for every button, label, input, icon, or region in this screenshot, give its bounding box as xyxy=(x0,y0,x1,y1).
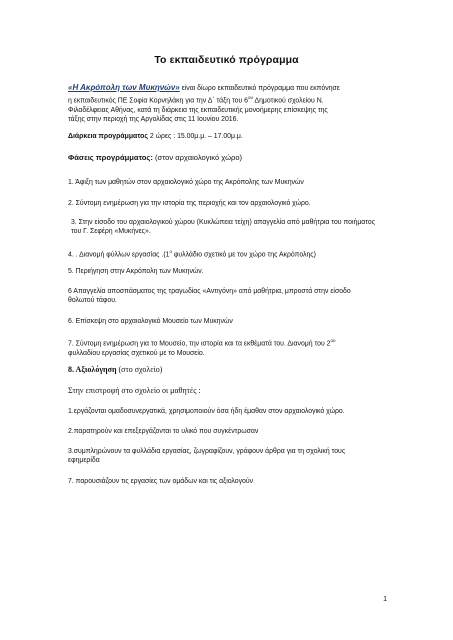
step-4-text: 4. . Διανομή φύλλων εργασίας .(1 xyxy=(68,251,170,259)
step-5: 5. Περιήγηση στην Ακρόπολη των Μυκηνών. xyxy=(68,268,204,275)
phases-label: Φάσεις προγράμματος: xyxy=(68,153,153,162)
evaluation-label: 8. Αξιολόγηση xyxy=(68,365,117,374)
evaluation-heading xyxy=(68,365,388,374)
page-number: 1 xyxy=(383,596,387,603)
step-7: 7. Σύντομη ενημέρωση για το Μουσείο, την ιστορία και τα εκθέματά του. Διανομή του $2^{o\upsilon}$ φυλλαδίου εργασίας σχετικού με το Μουσείο. xyxy=(68,338,336,357)
evaluation-item-1: 1.εργάζονται ομαδοσυνεργατικά, χρησιμοποιούν όσα ήδη έμαθαν στον αρχαιολογικό χώρο. xyxy=(68,408,345,415)
step-3: 3. Στην είσοδο του αρχαιολογικού χώρου (Κυκλώπεια τείχη) απαγγελία από μαθήτρια του ποιήματος του Γ. Σεφέρη «Μυκήνες». xyxy=(71,219,376,236)
intro-text-3: Φιλαδέλφειας Αθήνας, κατά τη διάρκεια της εκπαιδευτικής μονοήμερης επίσκεψης της xyxy=(68,106,328,114)
intro-sup: ου xyxy=(247,95,253,101)
intro-text-4: τάξης στην περιοχή της Αργολίδας στις 11 Ιουνίου 2016. xyxy=(68,115,239,123)
evaluation-item-3: 3.συμπληρώνουν τα φυλλάδια εργασίας, ζωγραφίζουν, γράφουν άρθρα για τη σχολική τους εφημερίδα xyxy=(68,448,346,465)
step-6: 6 Απαγγελία αποσπάσματος της τραγωδίας «Αντιγόνη» από μαθήτρια, μπροστά στην είσοδο θολωτού τάφου. xyxy=(68,288,351,305)
step-1: 1. Άφιξη των μαθητών στον αρχαιολογικό χώρο της Ακρόπολης των Μυκηνών xyxy=(68,179,304,186)
duration-label: Διάρκεια προγράμματος xyxy=(68,133,148,140)
intro-text-1: είναι δίωρο εκπαιδευτικό πρόγραμμα που εκπόνησε xyxy=(179,85,340,92)
page-title: Το εκπαιδευτικό πρόγραμμα xyxy=(154,54,299,66)
phases-sub: (στον αρχαιολογικό χώρο) xyxy=(152,153,243,162)
evaluation-item-4: 7. παρουσιάζουν τις εργασίες των ομάδων και τις αξιολογούν xyxy=(68,478,254,485)
intro-paragraph xyxy=(68,83,388,124)
phases-heading xyxy=(68,153,388,162)
evaluation-item-2: 2.παρατηρούν και επεξεργάζονται το υλικό που συγκέντρωσαν xyxy=(68,428,259,435)
step-4: 4. . Διανομή φύλλων εργασίας $.(1^o$ φυλλάδιο σχετικό με τον χώρο της Ακρόπολης) xyxy=(68,249,316,259)
program-title: «Η Ακρόπολη των Μυκηνών» xyxy=(68,83,180,92)
evaluation-sub: (στο σχολείο) xyxy=(116,365,163,374)
duration-value: 2 ώρες : 15.00μ.μ. – 17.00μ.μ. xyxy=(147,133,243,140)
evaluation-intro: Στην επιστροφή στο σχολείο οι μαθητές : xyxy=(68,386,201,395)
step-6b: 6. Επίσκεψη στο αρχαιολογικό Μουσείο των Μυκηνών xyxy=(68,318,233,325)
step-2: 2. Σύντομη ενημέρωση για την ιστορία της περιοχής και τον αρχαιολογικό χώρο. xyxy=(68,200,311,207)
intro-text-2: η εκπαιδευτικός ΠΕ Σοφία Κορνηλάκη για την Δ΄ τάξη του 6 xyxy=(68,97,248,105)
duration-line xyxy=(68,132,388,141)
intro-text-2b: Δημοτικού σχολείου Ν. xyxy=(252,97,324,105)
